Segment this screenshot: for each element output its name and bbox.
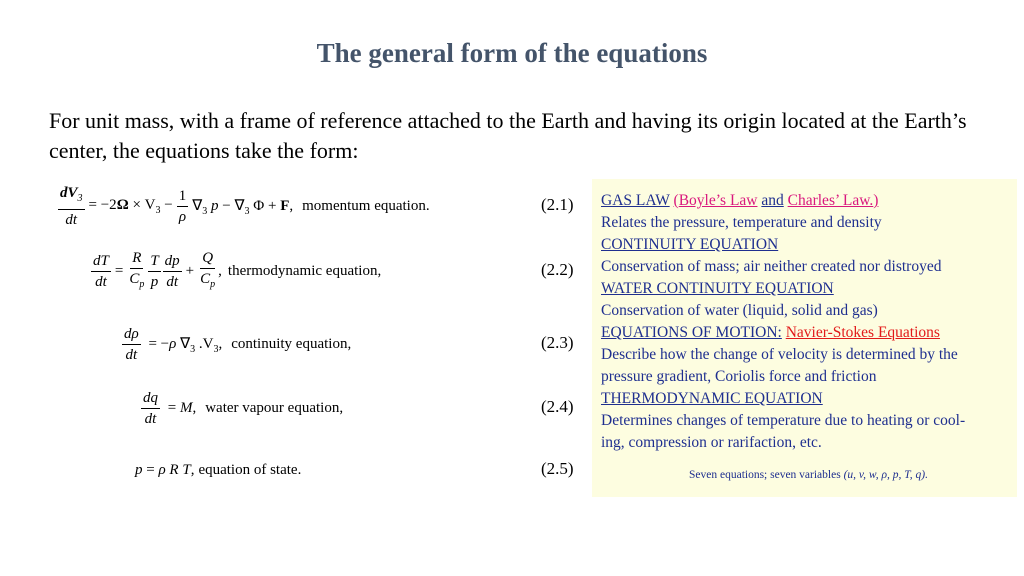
water-continuity-description: Conservation of water (liquid, solid and gas): [601, 302, 878, 319]
equation-number: (2.2): [541, 260, 574, 279]
variables-note: Seven equations; seven variables (u, v, w, ρ, p, T, q).: [689, 469, 928, 481]
charles-law-label: Charles’ Law.: [787, 192, 874, 209]
one-over-rho-fraction: $\frac{1}{\rho}$: [178, 187, 187, 225]
equation-thermodynamic: $\frac{dT}{dt}$ = $\frac{R}{C_p}$ $\frac{T}{p}$ $\frac{dp}{dt}$ + $\frac{Q}{C_p}$ , thermodynamic equation,: [93, 249, 382, 290]
equation-number: (2.4): [541, 397, 574, 416]
continuity-heading: CONTINUITY EQUATION: [601, 236, 779, 253]
page-title: The general form of the equations: [316, 38, 708, 68]
intro-paragraph: For unit mass, with a frame of reference attached to the Earth and having its origin located at the Earth’s center, the equations take the form:: [49, 108, 967, 163]
equation-description: water vapour equation,: [205, 399, 344, 416]
water-continuity-heading: WATER CONTINUITY EQUATION: [601, 280, 834, 297]
equation-description: momentum equation.: [302, 197, 430, 214]
navier-stokes-label: Navier-Stokes Equations: [785, 324, 940, 341]
equation-continuity: $\frac{d\rho}{dt}$ = −ρ $\nabla_3$ $.V_3$, continuity equation,: [124, 325, 352, 363]
continuity-description: Conservation of mass; air neither created nor distroyed: [601, 258, 942, 275]
equation-number: (2.1): [541, 195, 574, 214]
gas-law-line: GAS LAW (Boyle’s Law and Charles’ Law.): [601, 192, 879, 209]
gas-law-heading: GAS LAW: [601, 192, 670, 209]
dv3-dt-fraction: $\frac{dV_3}{dt}$: [60, 184, 83, 228]
thermodynamic-description-1: Determines changes of temperature due to heating or cool-: [601, 412, 966, 429]
boyles-law-label: Boyle’s Law: [678, 192, 758, 209]
thermodynamic-description-2: ing, compression or rarifaction, etc.: [601, 434, 822, 451]
equation-water-vapour: $\frac{dq}{dt}$ = M, water vapour equation,: [143, 389, 344, 427]
equation-state: p = ρ R T, equation of state.: [135, 461, 302, 478]
thermodynamic-heading: THERMODYNAMIC EQUATION: [601, 390, 823, 407]
gas-law-description: Relates the pressure, temperature and density: [601, 214, 882, 231]
motion-description-2: pressure gradient, Coriolis force and friction: [601, 368, 877, 385]
equation-description: equation of state.: [198, 461, 302, 478]
equation-number: (2.5): [541, 459, 574, 478]
motion-heading: EQUATIONS OF MOTION:: [601, 324, 782, 341]
equations-summary-box: [592, 179, 1017, 497]
variables-list: (u, v, w, ρ, p, T, q).: [843, 469, 928, 481]
equation-description: thermodynamic equation,: [227, 262, 382, 279]
equation-momentum: $\frac{dV_3}{dt}$ = $-2\Omega \times V_3$ − $\frac{1}{\rho}$ $\nabla_3$ $p - \nabla_3$ Φ + F, momentum equation.: [60, 184, 430, 228]
motion-description-1: Describe how the change of velocity is determined by the: [601, 346, 958, 363]
equation-description: continuity equation,: [231, 335, 352, 352]
motion-line: [601, 324, 940, 342]
equation-number: (2.3): [541, 333, 574, 352]
